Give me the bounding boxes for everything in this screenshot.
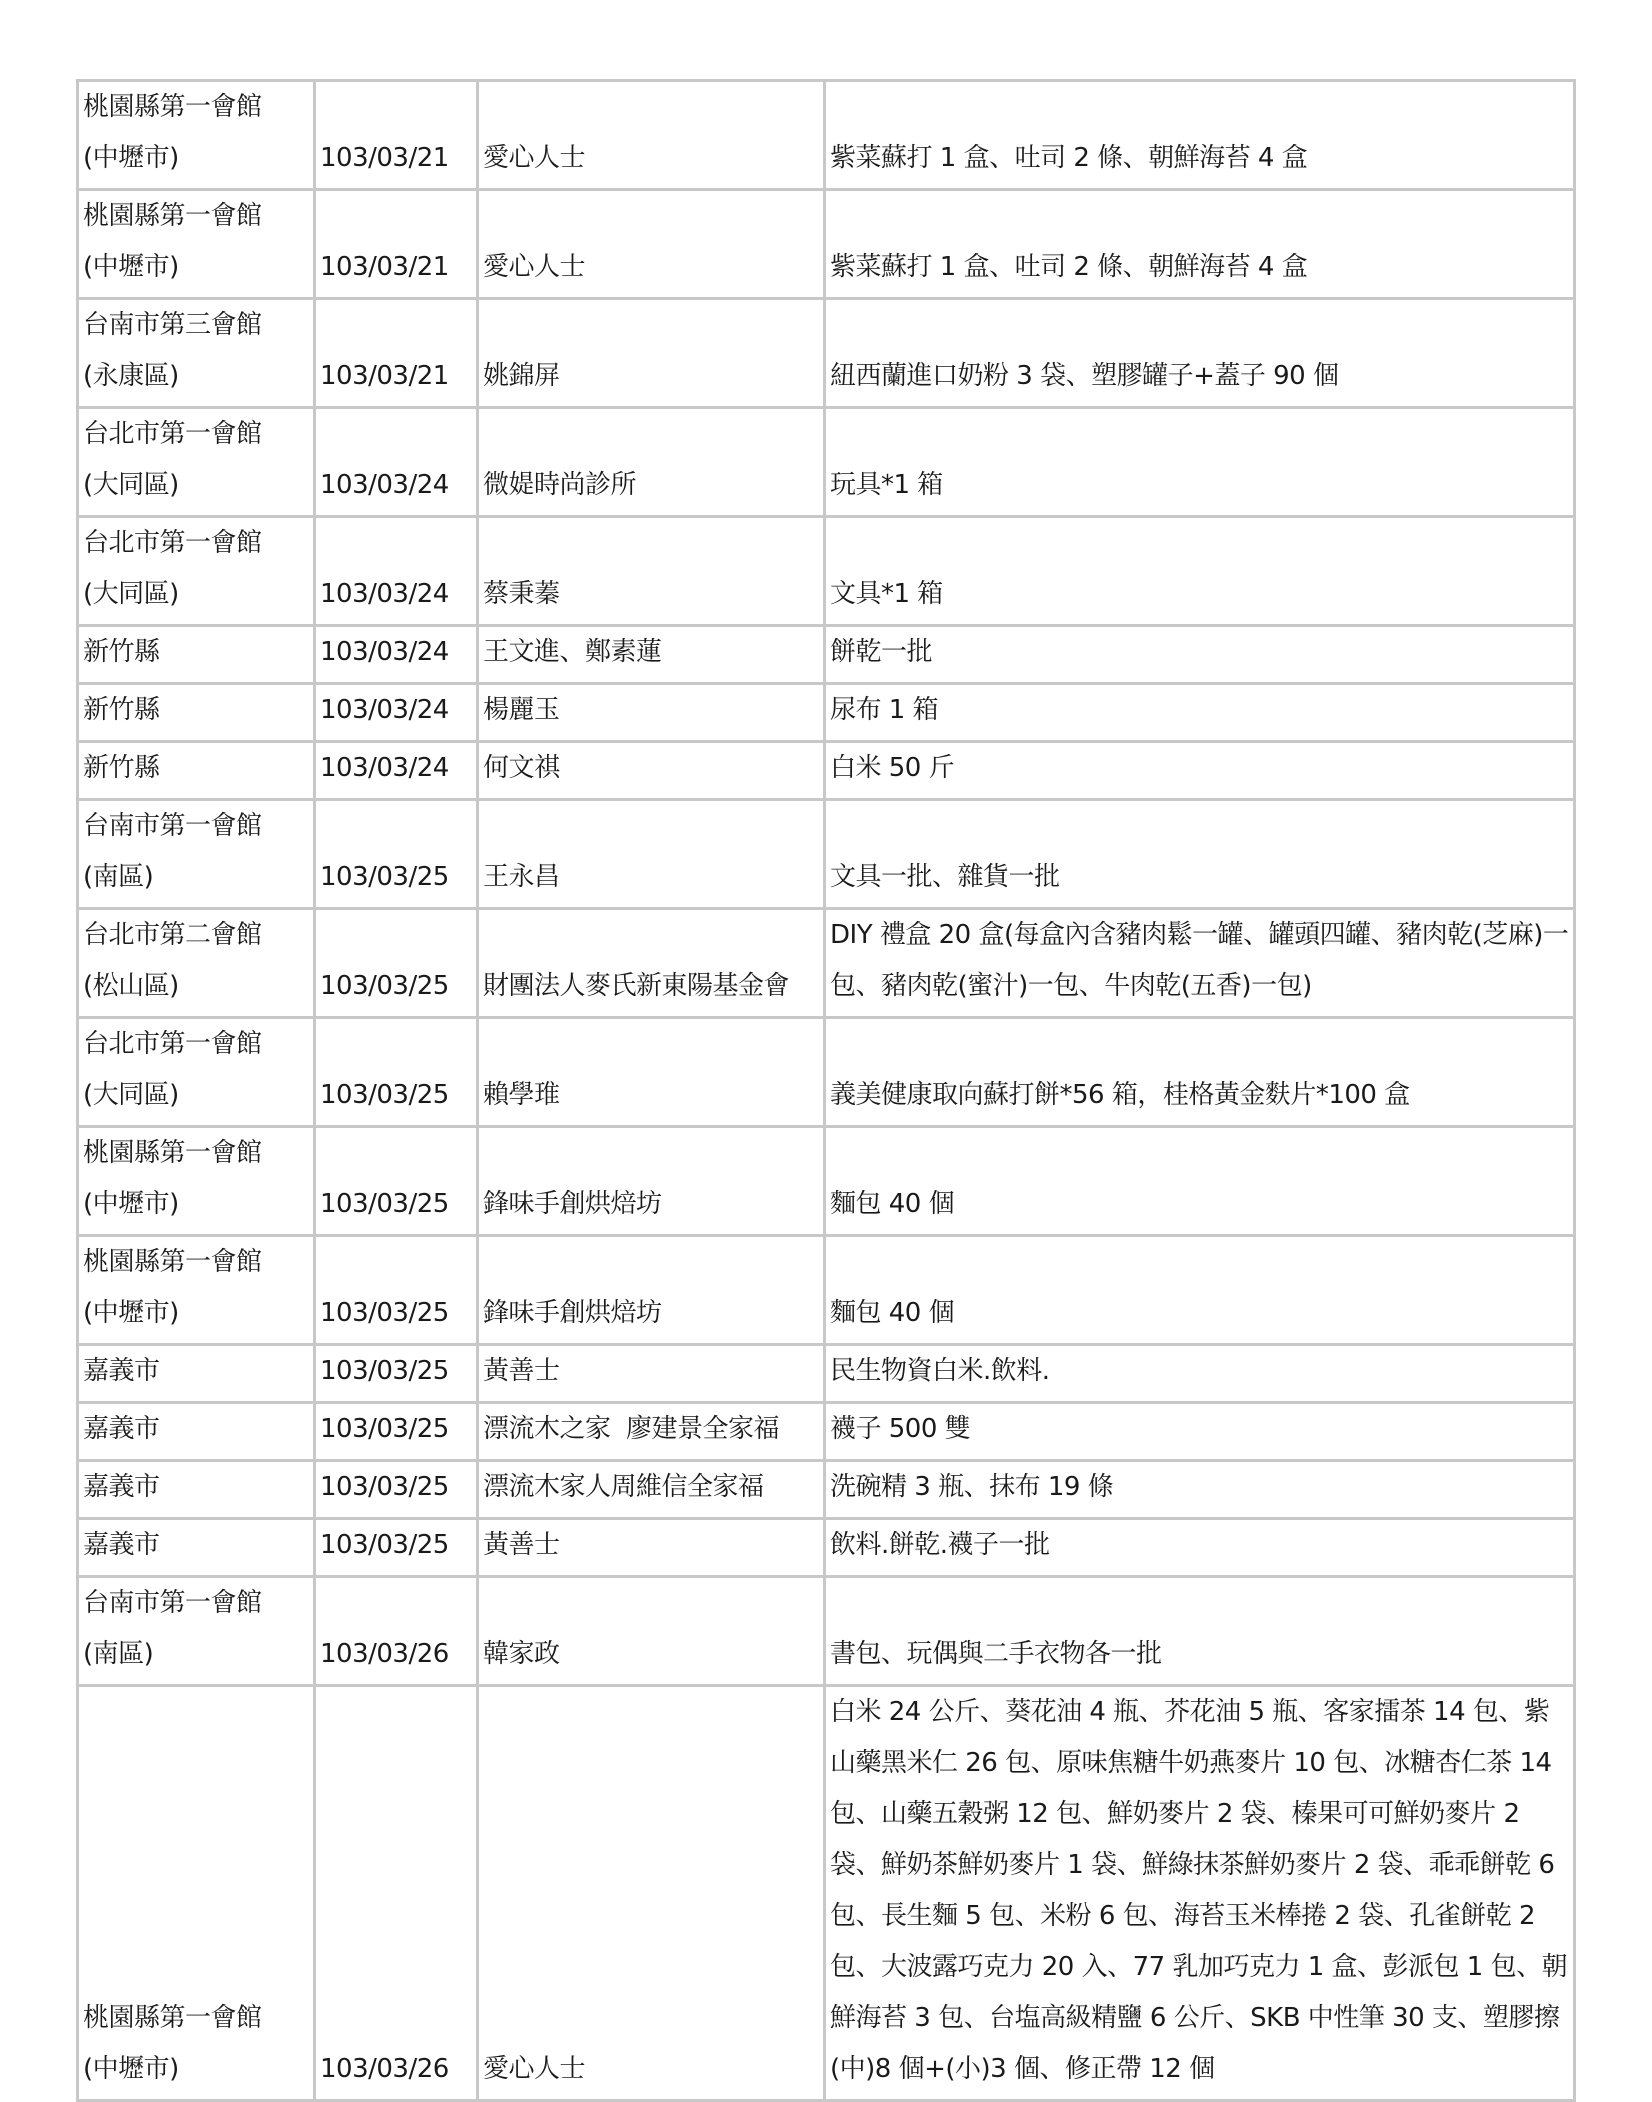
- cell-date: 103/03/24: [316, 685, 479, 743]
- cell-donor: 愛心人士: [479, 191, 826, 300]
- cell-date: 103/03/25: [316, 1237, 479, 1346]
- cell-items: DIY 禮盒 20 盒(每盒內含豬肉鬆一罐、罐頭四罐、豬肉乾(芝麻)一包、豬肉乾(蜜汁)一包、牛肉乾(五香)一包): [826, 910, 1573, 1019]
- cell-location: 桃園縣第一會館 (中壢市): [79, 1687, 316, 2099]
- cell-date: 103/03/25: [316, 910, 479, 1019]
- table-row: [79, 1237, 1573, 1346]
- table-row: [79, 685, 1573, 743]
- cell-items: 麵包 40 個: [826, 1128, 1573, 1237]
- cell-date: 103/03/25: [316, 1462, 479, 1520]
- cell-location: 桃園縣第一會館 (中壢市): [79, 82, 316, 191]
- cell-location: 台北市第一會館 (大同區): [79, 1019, 316, 1128]
- cell-location: 嘉義市: [79, 1520, 316, 1578]
- table-row: [79, 300, 1573, 409]
- cell-donor: 王永昌: [479, 801, 826, 910]
- cell-donor: 愛心人士: [479, 82, 826, 191]
- cell-donor: 財團法人麥氏新東陽基金會: [479, 910, 826, 1019]
- cell-location: 台北市第二會館 (松山區): [79, 910, 316, 1019]
- cell-items: 麵包 40 個: [826, 1237, 1573, 1346]
- cell-donor: 微媞時尚診所: [479, 409, 826, 518]
- cell-date: 103/03/25: [316, 801, 479, 910]
- cell-date: 103/03/26: [316, 1687, 479, 2099]
- table-row: [79, 1404, 1573, 1462]
- cell-donor: 蔡秉蓁: [479, 518, 826, 627]
- cell-items: 義美健康取向蘇打餅*56 箱，桂格黃金麩片*100 盒: [826, 1019, 1573, 1128]
- table-row: [79, 627, 1573, 685]
- cell-items: 白米 50 斤: [826, 743, 1573, 801]
- cell-location: 台北市第一會館 (大同區): [79, 518, 316, 627]
- cell-location: 嘉義市: [79, 1404, 316, 1462]
- cell-location: 台南市第三會館 (永康區): [79, 300, 316, 409]
- table-row: [79, 1128, 1573, 1237]
- table-row: [79, 1019, 1573, 1128]
- cell-location: 桃園縣第一會館 (中壢市): [79, 191, 316, 300]
- cell-items: 飲料.餅乾.襪子一批: [826, 1520, 1573, 1578]
- table-row: [79, 910, 1573, 1019]
- cell-items: 洗碗精 3 瓶、抹布 19 條: [826, 1462, 1573, 1520]
- table-row: [79, 1346, 1573, 1404]
- cell-donor: 鋒味手創烘焙坊: [479, 1237, 826, 1346]
- donation-table: [76, 79, 1576, 2102]
- cell-date: 103/03/21: [316, 300, 479, 409]
- cell-date: 103/03/24: [316, 409, 479, 518]
- cell-donor: 黃善士: [479, 1346, 826, 1404]
- cell-location: 台南市第一會館 (南區): [79, 801, 316, 910]
- table-row: [79, 1462, 1573, 1520]
- cell-items: 白米 24 公斤、葵花油 4 瓶、芥花油 5 瓶、客家擂茶 14 包、紫山藥黑米仁 26 包、原味焦糖牛奶燕麥片 10 包、冰糖杏仁茶 14 包、山藥五穀粥 12 包、鮮奶麥片 2 袋、榛果可可鮮奶麥片 2 袋、鮮奶茶鮮奶麥片 1 袋、鮮綠抹茶鮮奶麥片 2 袋、乖乖餅乾 6 包、長生麵 5 包、米粉 6 包、海苔玉米棒捲 2 袋、孔雀餅乾 2 包、大波露巧克力 20 入、77 乳加巧克力 1 盒、彭派包 1 包、朝鮮海苔 3 包、台塩高級精鹽 6 公斤、SKB 中性筆 30 支、塑膠擦(中)8 個+(小)3 個、修正帶 12 個: [830, 1697, 1568, 2084]
- table-row: [79, 1520, 1573, 1578]
- cell-date: 103/03/24: [316, 518, 479, 627]
- cell-location: 新竹縣: [79, 685, 316, 743]
- cell-location: 桃園縣第一會館 (中壢市): [79, 1128, 316, 1237]
- cell-donor: 楊麗玉: [479, 685, 826, 743]
- cell-location: 台北市第一會館 (大同區): [79, 409, 316, 518]
- table-row: [79, 743, 1573, 801]
- cell-date: 103/03/21: [316, 191, 479, 300]
- table-row: [79, 1687, 1573, 2099]
- cell-date: 103/03/26: [316, 1578, 479, 1687]
- cell-date: 103/03/24: [316, 743, 479, 801]
- cell-donor: 韓家政: [479, 1578, 826, 1687]
- table-row: [79, 191, 1573, 300]
- cell-date: 103/03/25: [316, 1346, 479, 1404]
- cell-items: 玩具*1 箱: [826, 409, 1573, 518]
- cell-items: 書包、玩偶與二手衣物各一批: [826, 1578, 1573, 1687]
- cell-items: 尿布 1 箱: [826, 685, 1573, 743]
- cell-location: 台南市第一會館 (南區): [79, 1578, 316, 1687]
- cell-date: 103/03/21: [316, 82, 479, 191]
- cell-donor: 鋒味手創烘焙坊: [479, 1128, 826, 1237]
- cell-items: 文具*1 箱: [826, 518, 1573, 627]
- cell-items: 紫菜蘇打 1 盒、吐司 2 條、朝鮮海苔 4 盒: [826, 82, 1573, 191]
- table-row: [79, 801, 1573, 910]
- cell-items: 餅乾一批: [826, 627, 1573, 685]
- cell-donor: 姚錦屏: [479, 300, 826, 409]
- cell-date: 103/03/25: [316, 1520, 479, 1578]
- document-page: [76, 79, 1576, 2102]
- cell-donor: 賴學琟: [479, 1019, 826, 1128]
- cell-donor: 黃善士: [479, 1520, 826, 1578]
- table-row: [79, 518, 1573, 627]
- cell-items: 文具一批、雜貨一批: [826, 801, 1573, 910]
- cell-donor: 何文祺: [479, 743, 826, 801]
- cell-date: 103/03/25: [316, 1019, 479, 1128]
- cell-location: 嘉義市: [79, 1462, 316, 1520]
- table-body: [79, 82, 1573, 2099]
- cell-location: 嘉義市: [79, 1346, 316, 1404]
- cell-items: 襪子 500 雙: [826, 1404, 1573, 1462]
- cell-date: 103/03/24: [316, 627, 479, 685]
- cell-location: 新竹縣: [79, 743, 316, 801]
- cell-donor: 愛心人士: [479, 1687, 826, 2099]
- cell-date: 103/03/25: [316, 1404, 479, 1462]
- cell-donor: 王文進、鄭素蓮: [479, 627, 826, 685]
- cell-items: 民生物資白米.飲料.: [826, 1346, 1573, 1404]
- table-row: [79, 82, 1573, 191]
- cell-location: 桃園縣第一會館 (中壢市): [79, 1237, 316, 1346]
- cell-donor: 漂流木家人周維信全家福: [479, 1462, 826, 1520]
- table-row: [79, 1578, 1573, 1687]
- table-row: [79, 409, 1573, 518]
- cell-date: 103/03/25: [316, 1128, 479, 1237]
- cell-donor: 漂流木之家 廖建景全家福: [479, 1404, 826, 1462]
- cell-items: 紐西蘭進口奶粉 3 袋、塑膠罐子+蓋子 90 個: [826, 300, 1573, 409]
- cell-location: 新竹縣: [79, 627, 316, 685]
- cell-items: 紫菜蘇打 1 盒、吐司 2 條、朝鮮海苔 4 盒: [826, 191, 1573, 300]
